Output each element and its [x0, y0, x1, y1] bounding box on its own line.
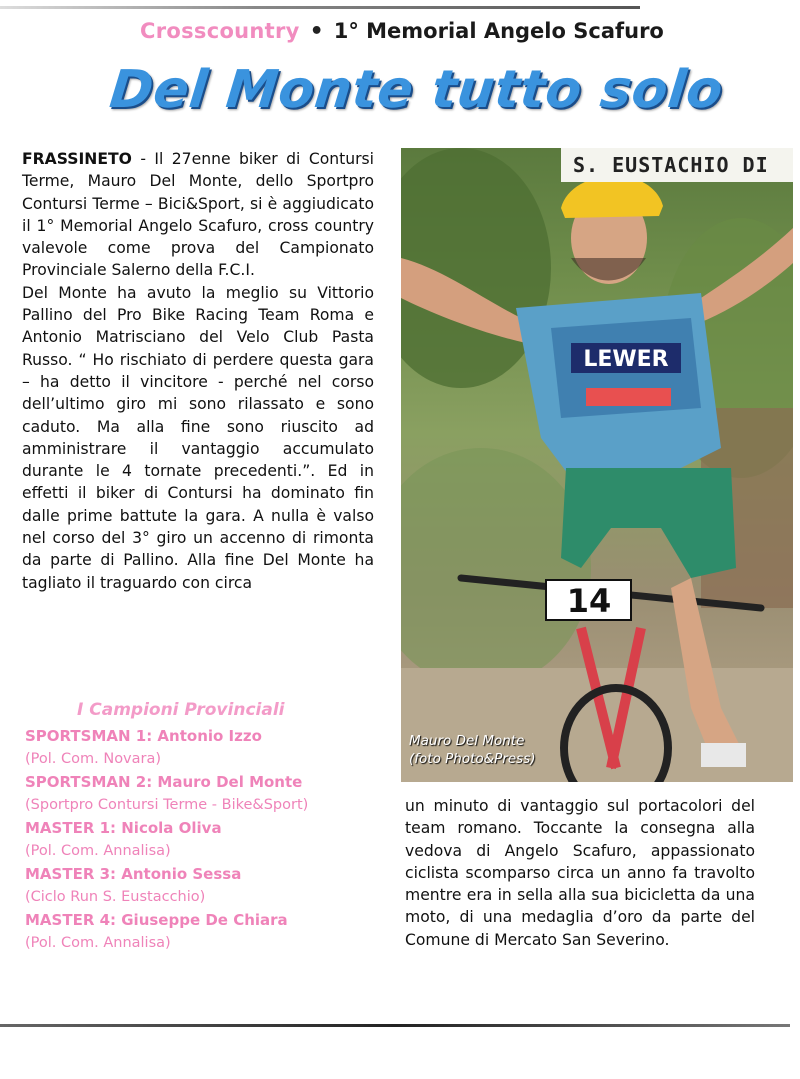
article-paragraph-3: un minuto di vantaggio sul portacolori del team romano. Toccante la consegna alla vedova di Angelo Scafuro, appassionato ciclista scomparso circa un anno fa travolto mentre era in sella alla sua bicicletta da una moto, di una medaglia d’oro da parte del Comune di Mercato San Severino.	[405, 797, 755, 949]
paragraph-1-text: - Il 27enne biker di Contursi Terme, Mauro Del Monte, dello Sportpro Contursi Terme – Bici&Sport, si è aggiudicato il 1° Memorial Angelo Scafuro, cross country valevole come prova del Campionato Provinciale Salerno della F.C.I.	[22, 150, 374, 280]
champion-name: MASTER 4: Giuseppe De Chiara	[25, 911, 288, 929]
headline: Del Monte tutto solo	[106, 60, 726, 120]
article-paragraph-2: Del Monte ha avuto la meglio su Vittorio Pallino del Pro Bike Racing Team Roma e Antonio Matrisciano del Velo Club Pasta Russo. “ Ho rischiato di perdere questa gara – ha detto il vincitore - perché nel corso dell’ultimo giro mi sono rilassato e sono caduto. Ma alla fine sono riuscito ad amministrare il vantaggio accumulato durante le 4 tornate precedenti.”. Ed in effetti il biker di Contursi ha dominato fin dalle prime battute la gara. A nulla è valso nel corso del 3° giro un accenno di rimonta da parte di Pallino. Alla fine Del Monte ha tagliato il traguardo con circa	[22, 283, 374, 592]
section-header	[140, 16, 664, 46]
champion-entry	[25, 909, 385, 955]
cyclist-photo	[401, 148, 793, 782]
article-column-right	[405, 795, 755, 951]
caption-line-1: Mauro Del Monte	[409, 733, 525, 749]
champion-club: (Ciclo Run S. Eustacchio)	[25, 889, 206, 905]
article-paragraph-1	[22, 148, 374, 282]
champion-club: (Pol. Com. Novara)	[25, 751, 162, 767]
champions-title: I Campioni Provinciali	[77, 700, 285, 720]
banner-sign: S. EUSTACHIO DI	[561, 148, 793, 182]
caption-line-2: (foto Photo&Press)	[409, 751, 536, 767]
dateline-place: FRASSINETO	[22, 150, 132, 168]
champion-club: (Sportpro Contursi Terme - Bike&Sport)	[25, 797, 309, 813]
photo-illustration	[401, 148, 793, 782]
champion-entry	[25, 725, 385, 771]
champion-entry	[25, 863, 385, 909]
bottom-rule	[0, 1024, 790, 1027]
top-rule	[0, 6, 640, 9]
champion-name: SPORTSMAN 2: Mauro Del Monte	[25, 773, 303, 791]
champion-club: (Pol. Com. Annalisa)	[25, 843, 171, 859]
category-label: Crosscountry	[140, 19, 300, 43]
article-column-left	[22, 148, 374, 594]
champion-entry	[25, 817, 385, 863]
champion-entry	[25, 771, 385, 817]
bib-number: 14	[566, 582, 612, 620]
champion-name: SPORTSMAN 1: Antonio Izzo	[25, 727, 262, 745]
champions-box	[25, 700, 385, 955]
champion-name: MASTER 3: Antonio Sessa	[25, 865, 242, 883]
jersey-text: LEWER	[583, 347, 669, 372]
event-title: 1° Memorial Angelo Scafuro	[333, 19, 664, 43]
bullet-separator: •	[309, 18, 324, 44]
photo-caption	[409, 732, 536, 768]
champion-club: (Pol. Com. Annalisa)	[25, 935, 171, 951]
champion-name: MASTER 1: Nicola Oliva	[25, 819, 222, 837]
